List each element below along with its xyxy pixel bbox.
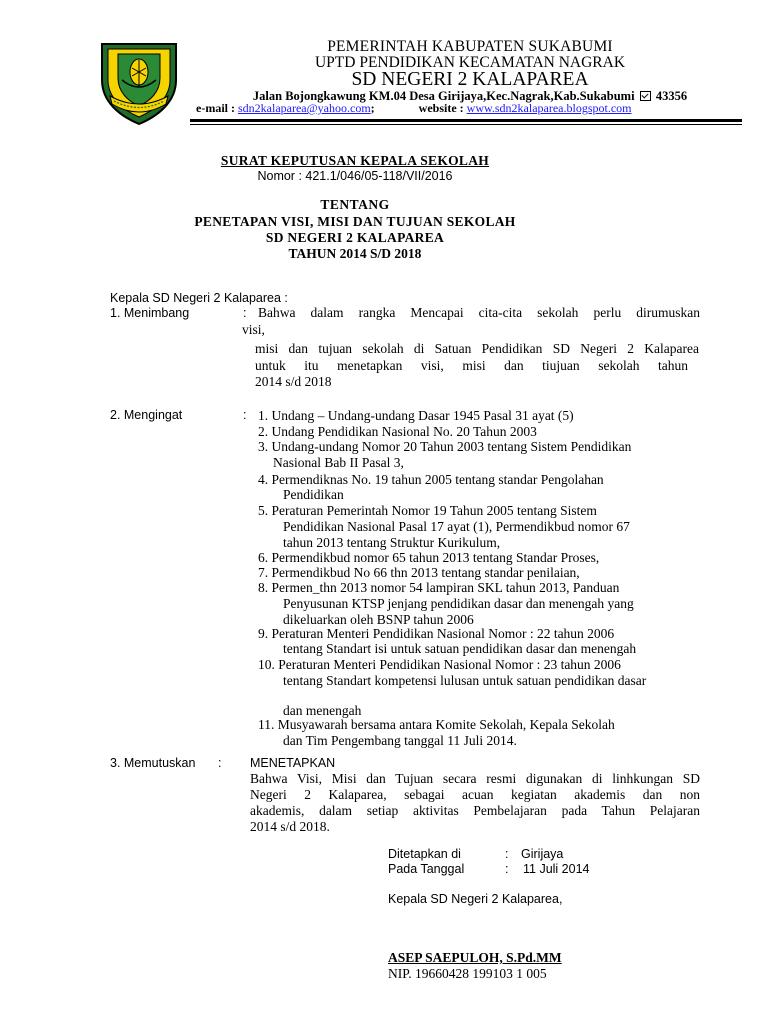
mengingat-line: Pendidikan Nasional Pasal 17 ayat (1), Permendikbud nomor 67: [283, 519, 630, 534]
mengingat-line: dikeluarkan oleh BSNP tahun 2006: [283, 612, 474, 627]
mengingat-line: 6. Permendikbud nomor 65 tahun 2013 tentang Standar Proses,: [258, 550, 600, 565]
decree-heading: SURAT KEPUTUSAN KEPALA SEKOLAH: [220, 153, 490, 168]
mengingat-line: Pendidikan: [283, 487, 344, 502]
header-rule-thick: [190, 119, 742, 122]
mengingat-line: 4. Permendiknas No. 19 tahun 2005 tentang standar Pengolahan: [258, 472, 604, 487]
mengingat-line: tentang Standart isi untuk satuan pendidikan dasar dan menengah: [283, 641, 637, 656]
mengingat-line: tahun 2013 tentang Struktur Kurikulum,: [283, 535, 501, 550]
mengingat-line: 11. Musyawarah bersama antara Komite Sekolah, Kepala Sekolah: [258, 717, 615, 732]
mengingat-line: 7. Permendikbud No 66 thn 2013 tentang standar penilaian,: [258, 565, 580, 580]
contact-separator: ;: [370, 101, 375, 115]
decree-tentang: TENTANG: [320, 197, 390, 212]
mengingat-line: tentang Standart kompetensi lulusan untuk satuan pendidikan dasar: [283, 673, 647, 688]
tanggal-colon: :: [505, 862, 509, 876]
mengingat-label: 2. Mengingat: [110, 408, 183, 422]
mengingat-line: 10. Peraturan Menteri Pendidikan Nasional Nomor : 23 tahun 2006: [258, 657, 621, 672]
mengingat-line: Nasional Bab II Pasal 3,: [273, 455, 404, 470]
memutuskan-line-2: Negeri 2 Kalaparea, sebagai acuan kegiatan akademis dan non: [250, 787, 700, 802]
menimbang-line-1: Bahwa dalam rangka Mencapai cita-cita sekolah perlu dirumuskan: [258, 305, 700, 320]
menetapkan-heading: MENETAPKAN: [250, 756, 336, 770]
header-contact: [196, 101, 736, 116]
tanggal-label: Pada Tanggal: [388, 862, 465, 876]
decree-number: Nomor : 421.1/046/05-118/VII/2016: [257, 169, 453, 183]
header-uptd: UPTD PENDIDIKAN KECAMATAN NAGRAK: [314, 54, 626, 71]
mengingat-colon: :: [243, 408, 247, 422]
website-link[interactable]: www.sdn2kalaparea.blogspot.com: [466, 101, 632, 115]
ditetapkan-colon: :: [505, 847, 509, 861]
mengingat-line: 5. Peraturan Pemerintah Nomor 19 Tahun 2005 tentang Sistem: [258, 503, 597, 518]
email-label: e-mail :: [196, 101, 235, 115]
menimbang-line-3: misi dan tujuan sekolah di Satuan Pendidikan SD Negeri 2 Kalaparea: [255, 341, 699, 356]
regency-logo: [96, 40, 182, 126]
ditetapkan-value: Girijaya: [521, 847, 564, 861]
signer-position: Kepala SD Negeri 2 Kalaparea,: [388, 892, 563, 906]
menimbang-label: 1. Menimbang: [110, 306, 190, 320]
signer-name: ASEP SAEPULOH, S.Pd.MM: [388, 950, 562, 965]
mail-icon: [640, 91, 651, 101]
decree-subject-2: SD NEGERI 2 KALAPAREA: [265, 230, 445, 245]
mengingat-line: 2. Undang Pendidikan Nasional No. 20 Tahun 2003: [258, 424, 537, 439]
ditetapkan-label: Ditetapkan di: [388, 847, 461, 861]
website-label: website :: [418, 101, 464, 115]
mengingat-line: 3. Undang-undang Nomor 20 Tahun 2003 tentang Sistem Pendidikan: [258, 439, 632, 454]
menimbang-line-5: 2014 s/d 2018: [255, 374, 332, 389]
menimbang-line-4: untuk itu menetapkan visi, misi dan tiujuan sekolah tahun: [255, 358, 688, 373]
mengingat-line: dan menengah: [283, 703, 362, 718]
postal-code: 43356: [655, 89, 688, 103]
email-link[interactable]: sdn2kalaparea@yahoo.com: [237, 101, 371, 115]
mengingat-line: 8. Permen_thn 2013 nomor 54 lampiran SKL tahun 2013, Panduan: [258, 580, 620, 595]
menimbang-line-2: visi,: [242, 322, 265, 337]
menimbang-colon: :: [243, 306, 247, 320]
mengingat-line: 9. Peraturan Menteri Pendidikan Nasional Nomor : 22 tahun 2006: [258, 626, 615, 641]
header-government: PEMERINTAH KABUPATEN SUKABUMI: [327, 38, 613, 55]
memutuskan-line-3: akademis, dalam setiap aktivitas Pembelajaran pada Tahun Pelajaran: [250, 803, 700, 818]
memutuskan-line-4: 2014 s/d 2018.: [250, 819, 330, 834]
intro-text: Kepala SD Negeri 2 Kalaparea :: [110, 291, 288, 305]
mengingat-line: Penyusunan KTSP jenjang pendidikan dasar dan menengah yang: [283, 596, 634, 611]
mengingat-line: dan Tim Pengembang tanggal 11 Juli 2014.: [283, 733, 517, 748]
signer-nip: NIP. 19660428 199103 1 005: [388, 966, 547, 981]
tanggal-value: 11 Juli 2014: [523, 862, 590, 876]
address-text: Jalan Bojongkawung KM.04 Desa Girijaya,Kec.Nagrak,Kab.Sukabumi: [252, 89, 635, 103]
memutuskan-colon: :: [218, 756, 222, 770]
mengingat-line: 1. Undang – Undang-undang Dasar 1945 Pasal 31 ayat (5): [258, 408, 574, 423]
header-school-name: SD NEGERI 2 KALAPAREA: [351, 69, 589, 90]
memutuskan-label: 3. Memutuskan: [110, 756, 196, 770]
decree-subject-1: PENETAPAN VISI, MISI DAN TUJUAN SEKOLAH: [194, 214, 516, 229]
header-rule-thin: [190, 124, 742, 125]
memutuskan-line-1: Bahwa Visi, Misi dan Tujuan secara resmi digunakan di linhkungan SD: [250, 771, 700, 786]
decree-subject-3: TAHUN 2014 S/D 2018: [288, 246, 422, 261]
